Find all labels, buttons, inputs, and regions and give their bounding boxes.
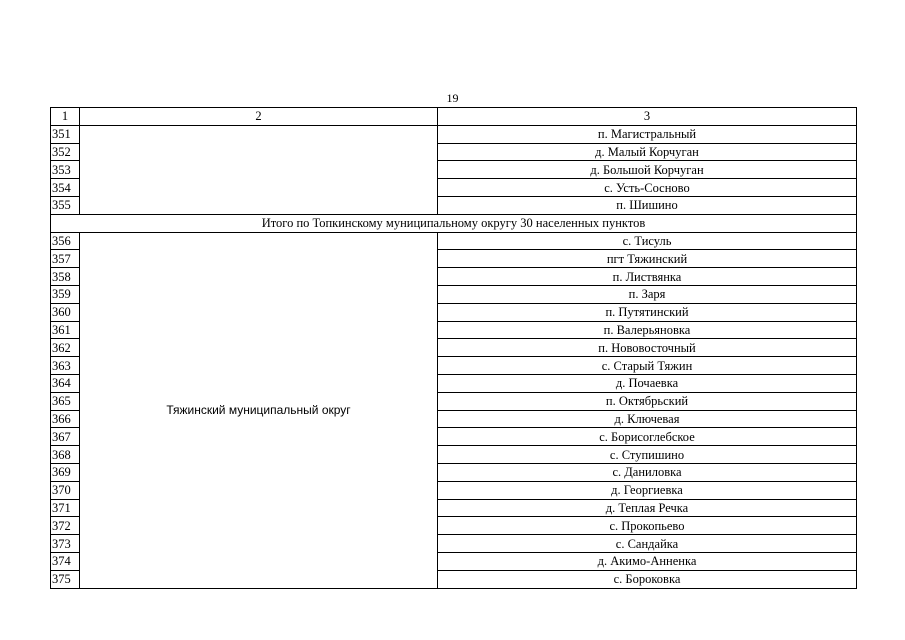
total-text: Итого по Топкинскому муниципальному округу 30 населенных пунктов [51, 214, 857, 232]
row-number: 371 [51, 499, 80, 517]
settlement-name: д. Ключевая [438, 410, 857, 428]
settlement-name: пгт Тяжинский [438, 250, 857, 268]
table-body [51, 108, 857, 589]
settlement-name: с. Тисуль [438, 232, 857, 250]
settlement-name: с. Даниловка [438, 463, 857, 481]
total-row [51, 214, 857, 232]
row-number: 358 [51, 268, 80, 286]
settlement-name: п. Заря [438, 285, 857, 303]
settlement-name: д. Георгиевка [438, 481, 857, 499]
settlement-name: с. Борисоглебское [438, 428, 857, 446]
settlement-name: д. Акимо-Анненка [438, 552, 857, 570]
row-number: 361 [51, 321, 80, 339]
settlement-name: с. Старый Тяжин [438, 357, 857, 375]
settlement-name: д. Почаевка [438, 374, 857, 392]
row-number: 355 [51, 196, 80, 214]
row-number: 375 [51, 570, 80, 588]
table-row [51, 232, 857, 250]
settlement-name: с. Сандайка [438, 535, 857, 553]
row-number: 366 [51, 410, 80, 428]
settlement-name: п. Шишино [438, 196, 857, 214]
row-number: 362 [51, 339, 80, 357]
row-number: 357 [51, 250, 80, 268]
page-number: 19 [446, 91, 459, 105]
row-number: 354 [51, 179, 80, 197]
settlement-name: д. Теплая Речка [438, 499, 857, 517]
settlement-name: с. Ступишино [438, 446, 857, 464]
header-col-1: 1 [51, 108, 80, 126]
row-number: 360 [51, 303, 80, 321]
row-number: 352 [51, 143, 80, 161]
header-col-2: 2 [80, 108, 438, 126]
table-row [51, 125, 857, 143]
header-row [51, 108, 857, 126]
row-number: 367 [51, 428, 80, 446]
row-number: 368 [51, 446, 80, 464]
settlement-name: д. Малый Корчуган [438, 143, 857, 161]
row-number: 356 [51, 232, 80, 250]
row-number: 370 [51, 481, 80, 499]
row-number: 373 [51, 535, 80, 553]
district-name: Тяжинский муниципальный округ [80, 232, 438, 588]
settlement-name: с. Прокопьево [438, 517, 857, 535]
row-number: 369 [51, 463, 80, 481]
settlement-name: п. Магистральный [438, 125, 857, 143]
settlement-name: п. Октябрьский [438, 392, 857, 410]
settlements-table [50, 107, 857, 589]
settlement-name: п. Нововосточный [438, 339, 857, 357]
district-name [80, 125, 438, 214]
header-col-3: 3 [438, 108, 857, 126]
row-number: 351 [51, 125, 80, 143]
row-number: 359 [51, 285, 80, 303]
settlement-name: с. Усть-Сосново [438, 179, 857, 197]
row-number: 363 [51, 357, 80, 375]
row-number: 374 [51, 552, 80, 570]
row-number: 364 [51, 374, 80, 392]
settlement-name: п. Путятинский [438, 303, 857, 321]
row-number: 353 [51, 161, 80, 179]
settlement-name: п. Валерьяновка [438, 321, 857, 339]
settlement-name: с. Бороковка [438, 570, 857, 588]
settlement-name: п. Листвянка [438, 268, 857, 286]
settlement-name: д. Большой Корчуган [438, 161, 857, 179]
row-number: 365 [51, 392, 80, 410]
row-number: 372 [51, 517, 80, 535]
